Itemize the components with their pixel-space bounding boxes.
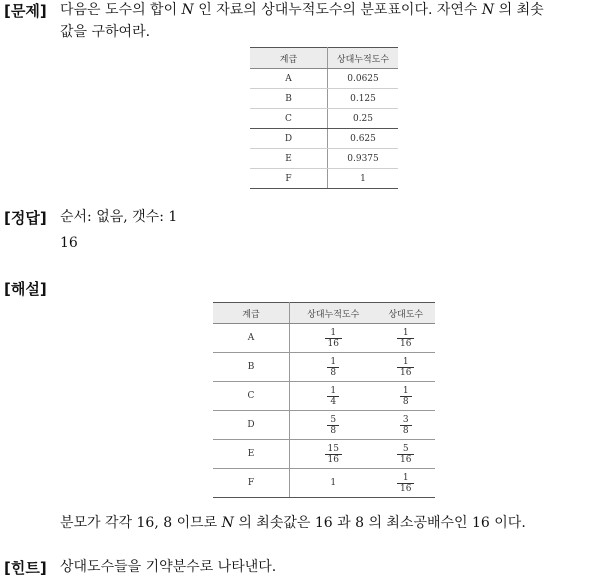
variable-n: N [181,2,194,18]
denominator: 8 [327,367,339,378]
table-row [250,109,398,129]
problem-tag: [문제] [4,2,47,20]
cell-value: 0.0625 [328,69,399,89]
denominator: 8 [327,425,339,436]
table-row [213,440,435,469]
cell-class: B [213,353,290,382]
numerator: 1 [402,385,409,396]
numerator: 1 [330,327,337,338]
fraction [325,328,342,349]
denominator: 8 [400,425,412,436]
numerator: 1 [330,385,337,396]
cell-value: 1 [328,169,399,189]
table-row [250,69,398,89]
cell-class: E [250,149,328,169]
relative-frequency-table [213,302,435,498]
fraction [327,386,339,407]
table-row [213,382,435,411]
denominator: 16 [397,454,414,465]
header-cumulative: 상대누적도수 [328,48,399,69]
cell-value: 0.625 [328,129,399,149]
table-row [250,129,398,149]
numerator: 5 [330,414,337,425]
cell-class: D [213,411,290,440]
header-relative: 상대도수 [376,303,435,324]
numerator: 15 [327,443,339,454]
cell-class: F [250,169,328,189]
answer-meta: 순서: 없음, 갯수: 1 [60,209,178,225]
numerator: 1 [402,327,409,338]
fraction [400,415,412,436]
problem-line2: 값을 구하여라. [60,24,151,40]
numerator: 3 [402,414,409,425]
numerator: 1 [330,356,337,367]
cell-class: C [213,382,290,411]
denominator: 16 [397,367,414,378]
fraction [397,473,414,494]
hint-tag: [힌트] [4,559,47,577]
table-row [213,353,435,382]
cell-relative [376,324,435,353]
denominator: 16 [325,454,342,465]
problem-text [60,0,544,43]
denominator: 16 [325,338,342,349]
header-class: 계급 [250,48,328,69]
problem-line1-b: 인 자료의 상대누적도수의 분포표이다. 자연수 [193,2,482,18]
cell-class: A [250,69,328,89]
fraction [397,357,414,378]
numerator: 1 [402,356,409,367]
variable-n: N [221,515,234,531]
cell-cumulative [290,324,377,353]
fraction [397,444,414,465]
cell-cumulative [290,382,377,411]
cell-relative [376,382,435,411]
header-cumulative: 상대누적도수 [290,303,377,324]
explain-part-b: 의 최솟값은 16 과 8 의 최소공배수인 16 이다. [233,515,526,531]
cell-value: 0.9375 [328,149,399,169]
numerator: 1 [402,472,409,483]
variable-n: N [481,2,495,18]
solution-explanation [60,512,526,534]
fraction [325,444,342,465]
cell-relative [376,353,435,382]
fraction [400,386,412,407]
cell-class: A [213,324,290,353]
cell-cumulative: 1 [290,469,377,498]
cell-class: C [250,109,328,129]
cell-value: 0.25 [328,109,399,129]
answer-tag: [정답] [4,209,47,227]
header-class: 계급 [213,303,290,324]
table-row [250,149,398,169]
cell-cumulative [290,440,377,469]
answer-value: 16 [60,235,78,251]
table-row [250,169,398,189]
cell-relative [376,440,435,469]
cell-class: F [213,469,290,498]
denominator: 4 [327,396,339,407]
fraction [397,328,414,349]
table-row [213,411,435,440]
cell-relative [376,469,435,498]
cell-cumulative [290,353,377,382]
solution-tag: [해설] [4,280,47,298]
table-row [213,469,435,498]
fraction [327,415,339,436]
table-row [213,324,435,353]
explain-part-a: 분모가 각각 16, 8 이므로 [60,515,222,531]
problem-line1-a: 다음은 도수의 합이 [60,2,182,18]
table-row [250,89,398,109]
denominator: 8 [400,396,412,407]
cell-class: B [250,89,328,109]
cell-class: D [250,129,328,149]
denominator: 16 [397,483,414,494]
cell-class: E [213,440,290,469]
denominator: 16 [397,338,414,349]
numerator: 5 [402,443,409,454]
hint-text: 상대도수들을 기약분수로 나타낸다. [60,559,277,575]
cell-cumulative [290,411,377,440]
cell-value: 0.125 [328,89,399,109]
cell-relative [376,411,435,440]
cumulative-frequency-table [250,47,398,189]
fraction [327,357,339,378]
problem-line1-c: 의 최솟 [494,2,544,18]
